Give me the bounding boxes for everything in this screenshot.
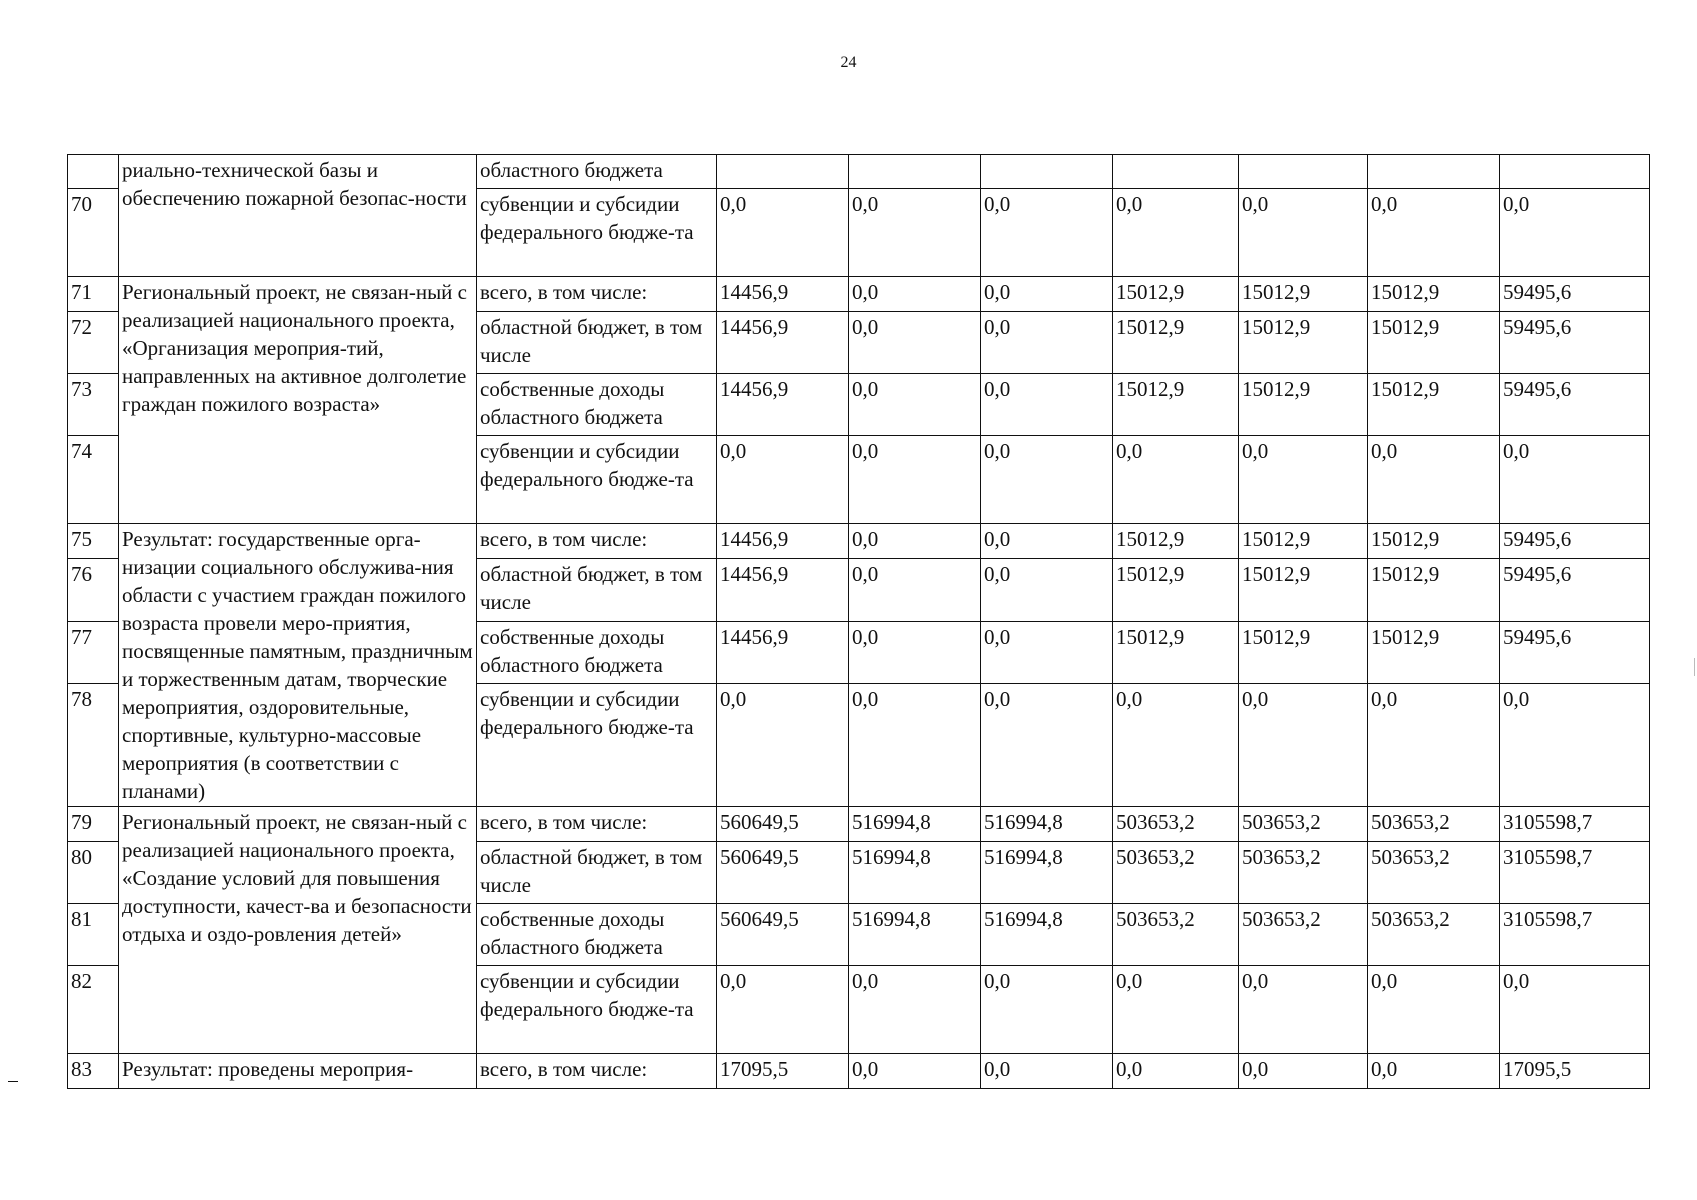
value-cell: 15012,9 bbox=[1368, 312, 1500, 374]
value-cell: 0,0 bbox=[717, 684, 849, 807]
value-cell bbox=[1239, 155, 1368, 189]
value-cell: 560649,5 bbox=[717, 904, 849, 966]
row-number-cell: 77 bbox=[68, 621, 119, 683]
value-cell: 0,0 bbox=[1368, 1054, 1500, 1089]
value-cell: 14456,9 bbox=[717, 374, 849, 436]
value-cell: 503653,2 bbox=[1113, 807, 1239, 842]
value-cell: 0,0 bbox=[717, 966, 849, 1054]
description-cell: риально-технической базы и обеспечению пожарной безопас-ности bbox=[119, 155, 477, 277]
value-cell: 503653,2 bbox=[1239, 842, 1368, 904]
value-cell: 0,0 bbox=[1239, 189, 1368, 277]
funding-source-cell: собственные доходы областного бюджета bbox=[477, 904, 717, 966]
value-cell: 59495,6 bbox=[1500, 559, 1650, 621]
value-cell: 0,0 bbox=[981, 524, 1113, 559]
value-cell: 0,0 bbox=[1500, 966, 1650, 1054]
value-cell: 15012,9 bbox=[1113, 621, 1239, 683]
value-cell: 503653,2 bbox=[1368, 904, 1500, 966]
row-number-cell: 70 bbox=[68, 189, 119, 277]
value-cell: 516994,8 bbox=[849, 842, 981, 904]
value-cell: 0,0 bbox=[981, 1054, 1113, 1089]
description-cell: Результат: государственные орга-низации социального обслужива-ния области с участием граждан пожилого возраста провели меро-приятия, посвященные памятным, праздничным и торжественным датам, творческие мероприятия, оздоровительные, спортивные, культурно-массовые мероприятия (в соответствии с планами) bbox=[119, 524, 477, 807]
value-cell: 0,0 bbox=[1113, 436, 1239, 524]
value-cell: 503653,2 bbox=[1113, 842, 1239, 904]
value-cell: 0,0 bbox=[1500, 189, 1650, 277]
value-cell: 15012,9 bbox=[1368, 559, 1500, 621]
funding-source-cell: всего, в том числе: bbox=[477, 277, 717, 312]
value-cell: 0,0 bbox=[849, 684, 981, 807]
value-cell: 0,0 bbox=[1368, 684, 1500, 807]
value-cell: 59495,6 bbox=[1500, 277, 1650, 312]
description-cell: Региональный проект, не связан-ный с реализацией национального проекта, «Организация мероприя-тий, направленных на активное долголетие граждан пожилого возраста» bbox=[119, 277, 477, 524]
margin-mark bbox=[8, 1081, 18, 1082]
value-cell: 516994,8 bbox=[981, 807, 1113, 842]
value-cell: 0,0 bbox=[1239, 1054, 1368, 1089]
value-cell: 15012,9 bbox=[1368, 621, 1500, 683]
value-cell bbox=[1500, 155, 1650, 189]
value-cell: 0,0 bbox=[849, 1054, 981, 1089]
value-cell: 3105598,7 bbox=[1500, 842, 1650, 904]
value-cell: 59495,6 bbox=[1500, 312, 1650, 374]
table-row bbox=[68, 524, 1650, 559]
value-cell bbox=[1113, 155, 1239, 189]
value-cell bbox=[717, 155, 849, 189]
value-cell: 516994,8 bbox=[849, 904, 981, 966]
value-cell: 0,0 bbox=[981, 621, 1113, 683]
value-cell: 15012,9 bbox=[1239, 621, 1368, 683]
value-cell: 15012,9 bbox=[1113, 277, 1239, 312]
row-number-cell bbox=[68, 155, 119, 189]
funding-source-cell: областной бюджет, в том числе bbox=[477, 559, 717, 621]
value-cell: 0,0 bbox=[981, 374, 1113, 436]
value-cell: 17095,5 bbox=[717, 1054, 849, 1089]
value-cell: 0,0 bbox=[717, 189, 849, 277]
funding-source-cell: субвенции и субсидии федерального бюдже-та bbox=[477, 436, 717, 524]
value-cell: 503653,2 bbox=[1368, 842, 1500, 904]
value-cell: 0,0 bbox=[1239, 966, 1368, 1054]
value-cell: 15012,9 bbox=[1239, 524, 1368, 559]
value-cell bbox=[1368, 155, 1500, 189]
value-cell: 0,0 bbox=[717, 436, 849, 524]
value-cell: 14456,9 bbox=[717, 559, 849, 621]
value-cell: 14456,9 bbox=[717, 524, 849, 559]
value-cell: 0,0 bbox=[981, 189, 1113, 277]
value-cell: 14456,9 bbox=[717, 277, 849, 312]
row-number-cell: 71 bbox=[68, 277, 119, 312]
budget-table bbox=[67, 154, 1650, 1089]
table-row bbox=[68, 277, 1650, 312]
value-cell: 15012,9 bbox=[1113, 374, 1239, 436]
funding-source-cell: субвенции и субсидии федерального бюдже-та bbox=[477, 966, 717, 1054]
value-cell: 14456,9 bbox=[717, 312, 849, 374]
row-number-cell: 75 bbox=[68, 524, 119, 559]
value-cell: 0,0 bbox=[849, 189, 981, 277]
row-number-cell: 79 bbox=[68, 807, 119, 842]
value-cell: 0,0 bbox=[849, 277, 981, 312]
value-cell: 0,0 bbox=[981, 277, 1113, 312]
value-cell: 0,0 bbox=[1368, 189, 1500, 277]
value-cell: 503653,2 bbox=[1239, 904, 1368, 966]
value-cell: 0,0 bbox=[1239, 436, 1368, 524]
row-number-cell: 80 bbox=[68, 842, 119, 904]
funding-source-cell: субвенции и субсидии федерального бюдже-та bbox=[477, 189, 717, 277]
description-cell: Региональный проект, не связан-ный с реализацией национального проекта, «Создание условий для повышения доступности, качест-ва и безопасности отдыха и оздо-ровления детей» bbox=[119, 807, 477, 1054]
funding-source-cell: собственные доходы областного бюджета bbox=[477, 621, 717, 683]
funding-source-cell: областной бюджет, в том числе bbox=[477, 842, 717, 904]
value-cell: 59495,6 bbox=[1500, 524, 1650, 559]
description-cell: Результат: проведены мероприя- bbox=[119, 1054, 477, 1089]
value-cell: 516994,8 bbox=[981, 842, 1113, 904]
funding-source-cell: всего, в том числе: bbox=[477, 1054, 717, 1089]
value-cell: 15012,9 bbox=[1368, 524, 1500, 559]
value-cell: 15012,9 bbox=[1113, 312, 1239, 374]
value-cell: 0,0 bbox=[1239, 684, 1368, 807]
value-cell: 15012,9 bbox=[1113, 524, 1239, 559]
value-cell: 0,0 bbox=[981, 684, 1113, 807]
funding-source-cell: областного бюджета bbox=[477, 155, 717, 189]
row-number-cell: 78 bbox=[68, 684, 119, 807]
value-cell: 15012,9 bbox=[1368, 374, 1500, 436]
value-cell: 15012,9 bbox=[1239, 374, 1368, 436]
value-cell: 0,0 bbox=[1113, 1054, 1239, 1089]
funding-source-cell: всего, в том числе: bbox=[477, 524, 717, 559]
table-row bbox=[68, 155, 1650, 189]
value-cell: 0,0 bbox=[981, 312, 1113, 374]
value-cell: 59495,6 bbox=[1500, 374, 1650, 436]
value-cell: 0,0 bbox=[981, 436, 1113, 524]
value-cell: 503653,2 bbox=[1239, 807, 1368, 842]
row-number-cell: 83 bbox=[68, 1054, 119, 1089]
value-cell: 15012,9 bbox=[1113, 559, 1239, 621]
value-cell: 14456,9 bbox=[717, 621, 849, 683]
value-cell: 3105598,7 bbox=[1500, 904, 1650, 966]
value-cell: 0,0 bbox=[849, 524, 981, 559]
value-cell: 3105598,7 bbox=[1500, 807, 1650, 842]
value-cell: 59495,6 bbox=[1500, 621, 1650, 683]
value-cell: 516994,8 bbox=[981, 904, 1113, 966]
value-cell: 0,0 bbox=[1113, 966, 1239, 1054]
value-cell: 560649,5 bbox=[717, 842, 849, 904]
value-cell: 0,0 bbox=[1113, 189, 1239, 277]
value-cell: 503653,2 bbox=[1368, 807, 1500, 842]
value-cell: 0,0 bbox=[849, 374, 981, 436]
value-cell: 15012,9 bbox=[1239, 559, 1368, 621]
value-cell: 15012,9 bbox=[1368, 277, 1500, 312]
value-cell: 0,0 bbox=[849, 966, 981, 1054]
funding-source-cell: всего, в том числе: bbox=[477, 807, 717, 842]
row-number-cell: 72 bbox=[68, 312, 119, 374]
row-number-cell: 74 bbox=[68, 436, 119, 524]
value-cell: 0,0 bbox=[981, 966, 1113, 1054]
value-cell: 0,0 bbox=[849, 436, 981, 524]
value-cell: 0,0 bbox=[849, 621, 981, 683]
value-cell: 0,0 bbox=[1368, 966, 1500, 1054]
funding-source-cell: собственные доходы областного бюджета bbox=[477, 374, 717, 436]
row-number-cell: 73 bbox=[68, 374, 119, 436]
row-number-cell: 76 bbox=[68, 559, 119, 621]
value-cell: 503653,2 bbox=[1113, 904, 1239, 966]
value-cell: 17095,5 bbox=[1500, 1054, 1650, 1089]
row-number-cell: 81 bbox=[68, 904, 119, 966]
value-cell: 15012,9 bbox=[1239, 312, 1368, 374]
page-number: 24 bbox=[840, 54, 857, 71]
table-row bbox=[68, 1054, 1650, 1089]
value-cell: 0,0 bbox=[849, 312, 981, 374]
value-cell: 0,0 bbox=[1500, 684, 1650, 807]
value-cell bbox=[981, 155, 1113, 189]
value-cell: 0,0 bbox=[1113, 684, 1239, 807]
table-row bbox=[68, 807, 1650, 842]
value-cell: 0,0 bbox=[849, 559, 981, 621]
funding-source-cell: областной бюджет, в том числе bbox=[477, 312, 717, 374]
value-cell: 0,0 bbox=[1368, 436, 1500, 524]
row-number-cell: 82 bbox=[68, 966, 119, 1054]
value-cell: 516994,8 bbox=[849, 807, 981, 842]
value-cell: 560649,5 bbox=[717, 807, 849, 842]
value-cell: 15012,9 bbox=[1239, 277, 1368, 312]
value-cell: 0,0 bbox=[1500, 436, 1650, 524]
funding-source-cell: субвенции и субсидии федерального бюдже-та bbox=[477, 684, 717, 807]
value-cell bbox=[849, 155, 981, 189]
margin-mark bbox=[1694, 658, 1695, 676]
value-cell: 0,0 bbox=[981, 559, 1113, 621]
